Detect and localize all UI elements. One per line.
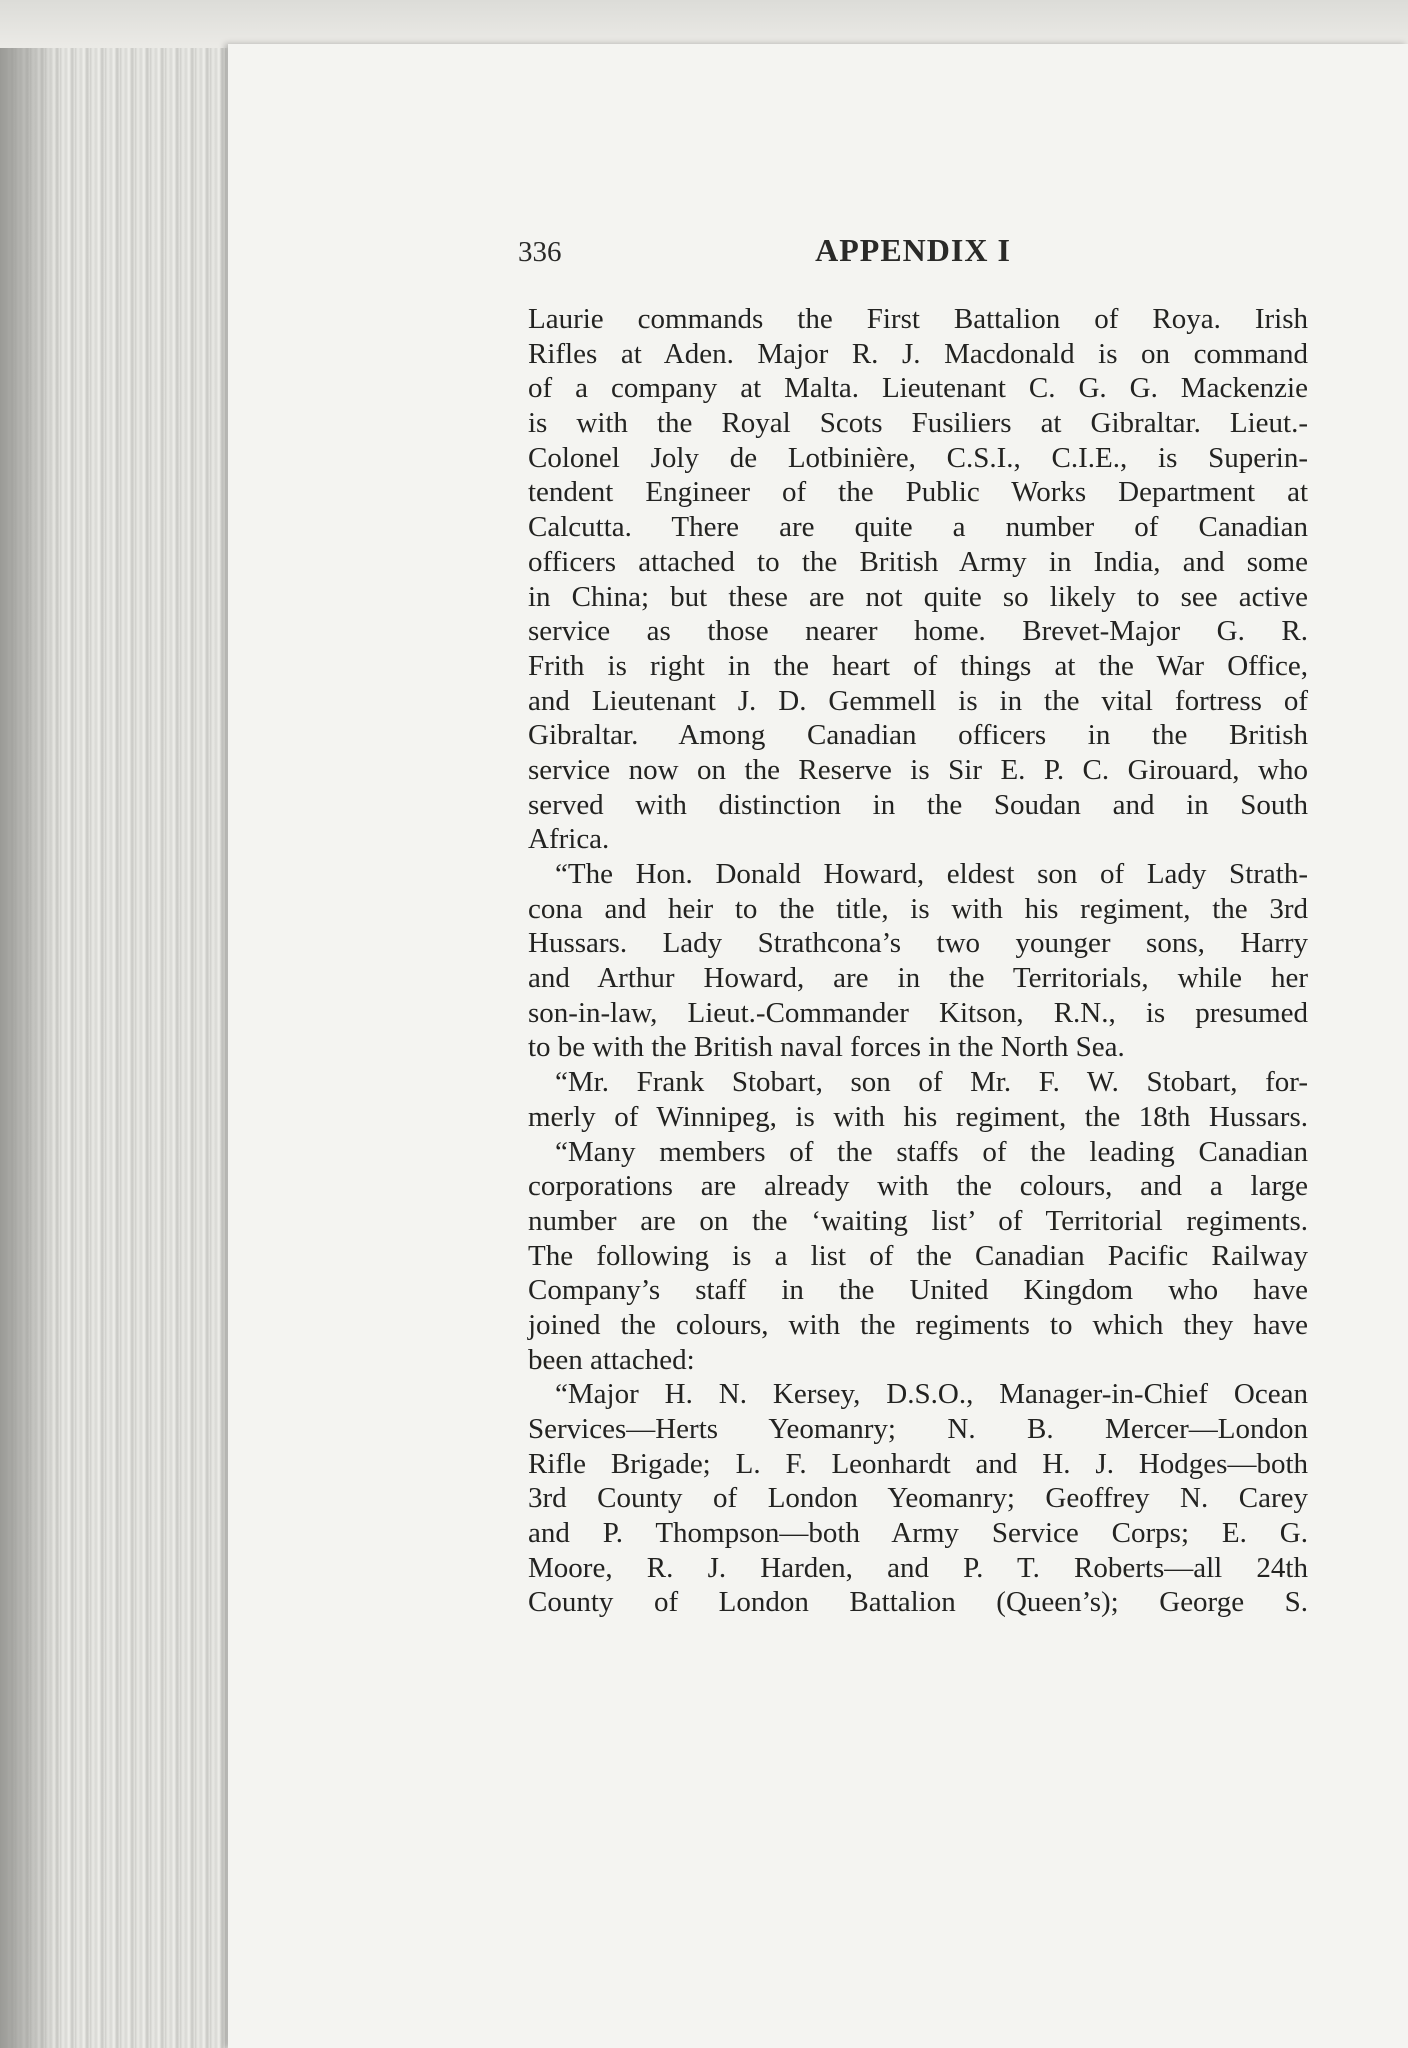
text-line: service now on the Reserve is Sir E. P. C. Girouard, who [528,753,1308,786]
text-line: served with distinction in the Soudan and in South [528,788,1308,821]
text-line: number are on the ‘waiting list’ of Territorial regiments. [528,1204,1308,1237]
page-number: 336 [518,236,562,268]
text-line: of a company at Malta. Lieutenant C. G. G. Mackenzie [528,372,1308,405]
text-line: Colonel Joly de Lotbinière, C.S.I., C.I.E., is Superin- [528,441,1308,474]
text-line: Rifle Brigade; L. F. Leonhardt and H. J. Hodges—both [528,1447,1308,1480]
text-line: 3rd County of London Yeomanry; Geoffrey N. Carey [528,1482,1308,1515]
text-line: Company’s staff in the United Kingdom who have [528,1274,1308,1307]
text-line: service as those nearer home. Brevet-Major G. R. [528,615,1308,648]
text-line: to be with the British naval forces in the North Sea. [528,1031,1125,1064]
text-line: “Major H. N. Kersey, D.S.O., Manager-in-Chief Ocean [555,1378,1308,1411]
text-line: in China; but these are not quite so likely to see active [528,580,1308,613]
text-line: son-in-law, Lieut.-Commander Kitson, R.N., is presumed [528,996,1308,1029]
text-line: and Lieutenant J. D. Gemmell is in the vital fortress of [528,684,1308,717]
text-line: Rifles at Aden. Major R. J. Macdonald is on command [528,337,1308,370]
book-page-edges [0,48,233,2048]
text-line: Laurie commands the First Battalion of Roya. Irish [528,303,1308,335]
text-line: County of London Battalion (Queen’s); George S. [528,1586,1308,1619]
text-line: Hussars. Lady Strathcona’s two younger sons, Harry [528,927,1308,960]
text-line: cona and heir to the title, is with his regiment, the 3rd [528,892,1308,925]
text-line: Frith is right in the heart of things at the War Office, [528,649,1308,682]
body-text [528,302,1308,1620]
text-line: joined the colours, with the regiments to which they have [528,1308,1308,1341]
text-line: merly of Winnipeg, is with his regiment, the 18th Hussars. [528,1100,1308,1133]
text-line: officers attached to the British Army in India, and some [528,545,1308,578]
text-line: Calcutta. There are quite a number of Canadian [528,511,1308,544]
text-line: been attached: [528,1343,695,1376]
text-line: is with the Royal Scots Fusiliers at Gibraltar. Lieut.- [528,407,1308,440]
text-line: tendent Engineer of the Public Works Department at [528,476,1308,509]
scan-top-shadow [0,0,1408,50]
appendix-title: APPENDIX I [815,232,1011,268]
text-line: Gibraltar. Among Canadian officers in the British [528,719,1308,752]
text-line: Moore, R. J. Harden, and P. T. Roberts—all 24th [528,1551,1308,1584]
text-line: “Mr. Frank Stobart, son of Mr. F. W. Stobart, for- [555,1066,1308,1099]
text-line: The following is a list of the Canadian Pacific Railway [528,1239,1308,1272]
text-line: and Arthur Howard, are in the Territorials, while her [528,962,1308,995]
text-line: Services—Herts Yeomanry; N. B. Mercer—London [528,1413,1308,1445]
text-line: “The Hon. Donald Howard, eldest son of Lady Strath- [555,858,1308,890]
text-line: Africa. [528,823,610,856]
text-line: corporations are already with the colours, and a large [528,1170,1308,1203]
text-line: and P. Thompson—both Army Service Corps; E. G. [528,1517,1308,1550]
text-line: “Many members of the staffs of the leading Canadian [555,1135,1308,1168]
running-head [518,232,1308,282]
